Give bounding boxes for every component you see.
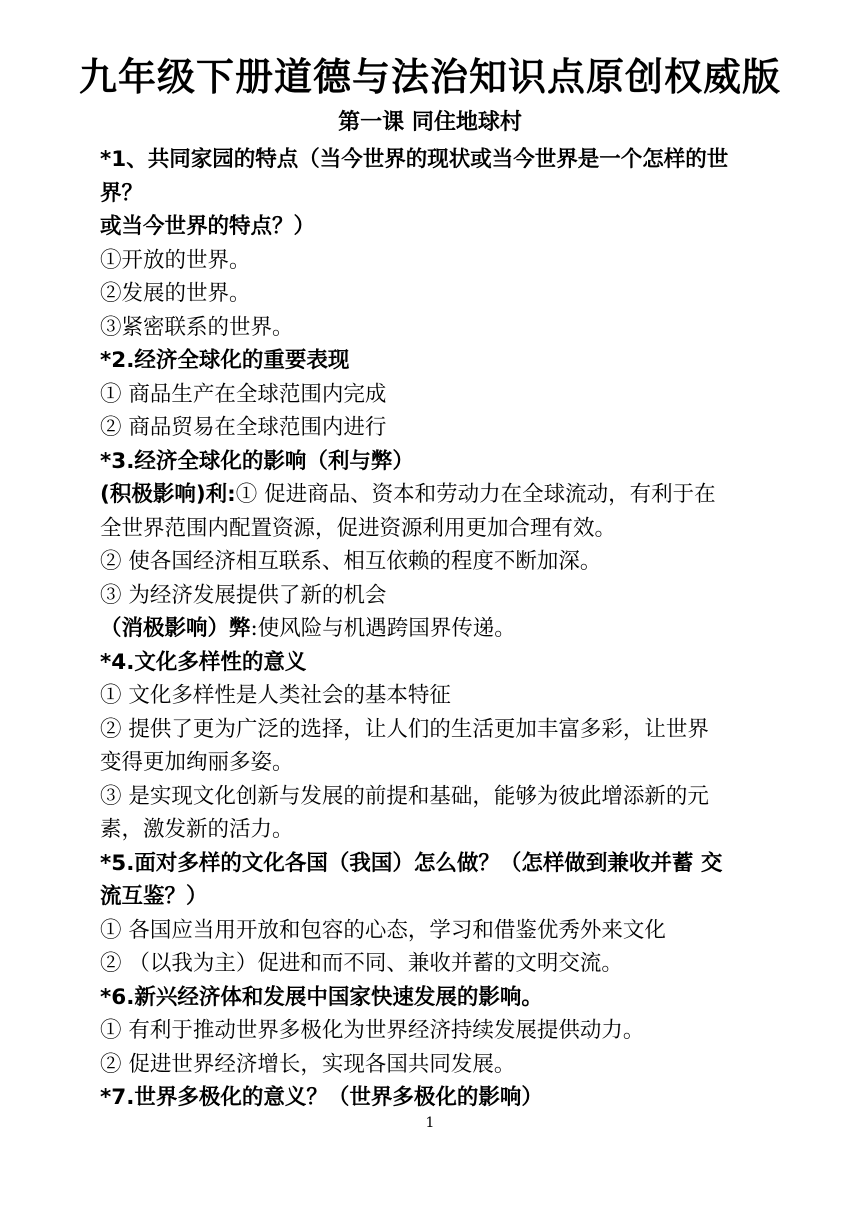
document-body <box>100 143 776 1115</box>
content-line: ③ 为经济发展提供了新的机会 <box>100 582 387 608</box>
content-text: ① 促进商品、资本和劳动力在全球流动，有利于在 <box>235 482 716 507</box>
content-line: ①开放的世界。 <box>100 247 251 273</box>
section-heading: *4.文化多样性的意义 <box>100 649 307 675</box>
section-heading: *2.经济全球化的重要表现 <box>100 348 350 373</box>
content-line: ① 有利于推动世界多极化为世界经济持续发展提供动力。 <box>100 1018 645 1043</box>
content-line: ③紧密联系的世界。 <box>100 314 294 340</box>
content-line: ② （以我为主）促进和而不同、兼收并蓄的文明交流。 <box>100 951 623 976</box>
content-line: ② 商品贸易在全球范围内进行 <box>100 415 387 440</box>
section-heading: *3.经济全球化的影响（利与弊） <box>100 448 414 474</box>
content-line: ① 商品生产在全球范围内完成 <box>100 381 387 407</box>
section-heading: *7.世界多极化的意义？（世界多极化的影响） <box>100 1085 543 1110</box>
section-heading: *6.新兴经济体和发展中国家快速发展的影响。 <box>100 984 543 1010</box>
section-heading: 流互鉴？） <box>100 884 208 909</box>
page-number: 1 <box>425 1115 435 1131</box>
section-heading: 或当今世界的特点？） <box>100 214 316 239</box>
section-heading: 界？ <box>100 180 144 206</box>
content-line: ② 使各国经济相互联系、相互依赖的程度不断加深。 <box>100 549 602 574</box>
content-line: ③ 是实现文化创新与发展的前提和基础，能够为彼此增添新的元 <box>100 783 709 809</box>
content-line <box>100 478 776 512</box>
section-heading: *5.面对多样的文化各国（我国）怎么做？（怎样做到兼收并蓄 交 <box>100 850 723 876</box>
emphasis-label: (积极影响)利: <box>100 482 236 507</box>
content-line <box>100 612 776 646</box>
content-line: ② 提供了更为广泛的选择，让人们的生活更加丰富多彩，让世界 <box>100 716 709 742</box>
emphasis-label: （消极影响）弊 <box>100 616 251 641</box>
content-line: 变得更加绚丽多姿。 <box>100 750 294 775</box>
section-heading: *1、共同家园的特点（当今世界的现状或当今世界是一个怎样的世 <box>100 147 729 172</box>
content-line: ① 各国应当用开放和包容的心态，学习和借鉴优秀外来文化 <box>100 917 666 943</box>
document-title: 九年级下册道德与法治知识点原创权威版 <box>78 55 781 99</box>
content-line: ② 促进世界经济增长，实现各国共同发展。 <box>100 1051 516 1077</box>
content-line: ②发展的世界。 <box>100 281 251 306</box>
content-line: 素，激发新的活力。 <box>100 817 294 842</box>
content-line: 全世界范围内配置资源，促进资源利用更加合理有效。 <box>100 515 617 541</box>
lesson-title: 第一课 同住地球村 <box>338 110 522 135</box>
content-line: ① 文化多样性是人类社会的基本特征 <box>100 683 451 708</box>
content-text: :使风险与机遇跨国界传递。 <box>250 616 516 641</box>
